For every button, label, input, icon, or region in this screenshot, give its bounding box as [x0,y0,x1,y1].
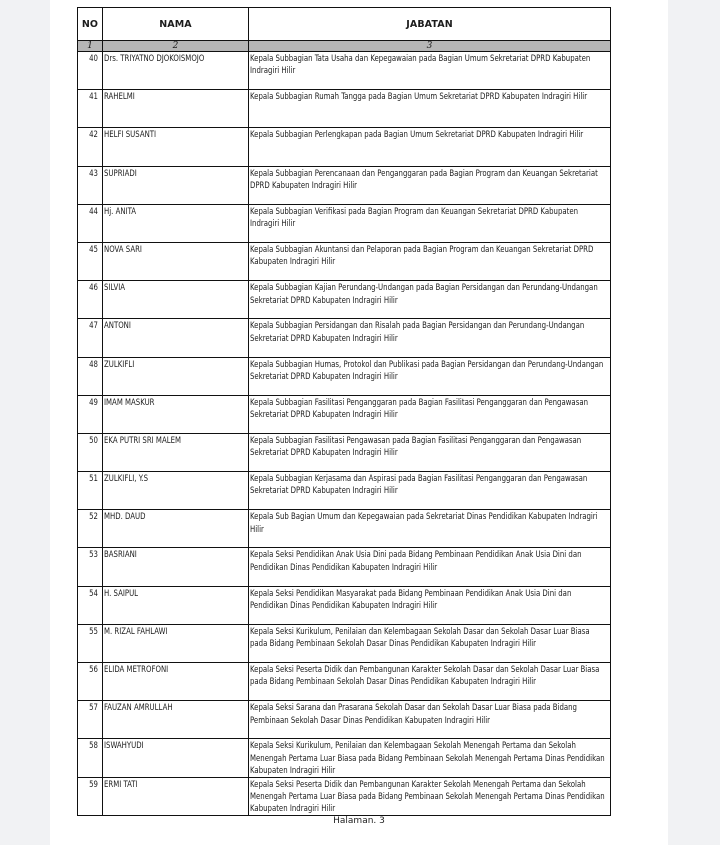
row-number-cell [78,663,103,701]
row-nama-cell [103,510,249,548]
row-number: 57 [89,703,98,714]
row-number-cell [78,281,103,319]
table-header-row [78,8,611,41]
row-number-cell [78,204,103,242]
row-number-cell [78,90,103,128]
row-jabatan: Kepala Seksi Kurikulum, Penilaian dan Kelembagaan Sekolah Dasar dan Sekolah Dasar Luar Biasa pada Bidang Pembinaan Sekolah Dasar Dinas Pendidikan Kabupaten Indragiri Hilir [250,626,590,650]
row-jabatan-cell [249,128,611,166]
column-number-row [78,41,611,52]
row-number-cell [78,624,103,662]
row-number-cell [78,701,103,739]
row-nama-cell [103,166,249,204]
row-number: 59 [89,779,98,790]
row-nama: SILVIA [104,283,126,294]
row-jabatan: Kepala Subbagian Humas, Protokol dan Publikasi pada Bagian Persidangan dan Perundang-Undangan Sekretariat DPRD Kabupaten Indragiri Hilir [250,359,604,382]
row-jabatan-cell [249,663,611,701]
row-jabatan-cell [249,166,611,204]
officials-table [77,7,611,816]
row-jabatan-cell [249,472,611,510]
header-jabatan: JABATAN [249,8,611,41]
row-number-cell [78,395,103,433]
row-jabatan: Kepala Subbagian Fasilitasi Pengawasan pada Bagian Fasilitasi Penganggaran dan Pengawasan Sekretariat DPRD Kabupaten Indragiri Hilir [250,435,582,459]
table-row [78,166,611,204]
row-number-cell [78,472,103,510]
table-row [78,281,611,319]
row-jabatan: Kepala Seksi Pendidikan Masyarakat pada Bidang Pembinaan Pendidikan Anak Usia Dini dan Pendidikan Dinas Pendidikan Kabupaten Indragiri Hilir [250,588,572,612]
table-row [78,204,611,242]
row-nama: ZULKIFLI [104,359,135,370]
page-number: Halaman. 3 [333,816,385,826]
row-number: 50 [89,435,98,446]
row-jabatan: Kepala Subbagian Tata Usaha dan Kepegawaian pada Bagian Umum Sekretariat DPRD Kabupaten Indragiri Hilir [250,54,591,77]
row-jabatan-cell [249,548,611,586]
row-nama: NOVA SARI [104,244,142,255]
row-jabatan-cell [249,739,611,777]
row-number: 56 [89,665,98,675]
row-nama: HELFI SUSANTI [104,130,157,141]
row-number-cell [78,777,103,815]
row-nama-cell [103,624,249,662]
row-nama-cell [103,472,249,510]
table-row [78,777,611,815]
table-row [78,357,611,395]
row-nama-cell [103,395,249,433]
row-nama: BASRIANI [104,550,137,561]
row-nama: IMAM MASKUR [104,397,155,408]
row-number-cell [78,319,103,357]
row-nama-cell [103,319,249,357]
row-nama-cell [103,586,249,624]
row-jabatan: Kepala Seksi Peserta Didik dan Pembangunan Karakter Sekolah Dasar dan Sekolah Dasar Luar Biasa pada Bidang Pembinaan Sekolah Dasar Dinas Pendidikan Kabupaten Indragiri Hilir [250,665,600,688]
row-nama: SUPRIADI [104,168,137,179]
row-number-cell [78,510,103,548]
row-number-cell [78,357,103,395]
row-jabatan: Kepala Seksi Kurikulum, Penilaian dan Kelembagaan Sekolah Menengah Pertama dan Sekolah Menengah Pertama Luar Biasa pada Bidang Pembinaan Sekolah Menengah Pertama Dinas Pendidikan Kabupaten Indragiri Hilir [250,741,605,777]
row-jabatan-cell [249,433,611,471]
row-number-cell [78,52,103,90]
table-row [78,739,611,777]
row-jabatan: Kepala Subbagian Perencanaan dan Penganggaran pada Bagian Program dan Keuangan Sekretariat DPRD Kabupaten Indragiri Hilir [250,168,598,191]
row-nama: ELIDA METROFONI [104,665,169,675]
row-number: 51 [89,474,98,485]
row-nama: EKA PUTRI SRI MALEM [104,435,181,446]
row-jabatan-cell [249,357,611,395]
row-jabatan: Kepala Seksi Sarana dan Prasarana Sekolah Dasar dan Sekolah Dasar Luar Biasa pada Bidang Pembinaan Sekolah Dasar Dinas Pendidikan Kabupaten Indragiri Hilir [250,703,577,726]
row-jabatan: Kepala Subbagian Perlengkapan pada Bagian Umum Sekretariat DPRD Kabupaten Indragiri Hilir [250,130,584,141]
row-number: 52 [89,512,98,523]
row-nama: ISWAHYUDI [104,741,144,752]
row-number: 55 [89,626,98,637]
row-jabatan: Kepala Seksi Pendidikan Anak Usia Dini pada Bidang Pembinaan Pendidikan Anak Usia Dini dan Pendidikan Dinas Pendidikan Kabupaten Indragiri Hilir [250,550,582,573]
row-nama-cell [103,128,249,166]
row-number: 42 [89,130,98,141]
table-row [78,395,611,433]
row-number-cell [78,586,103,624]
table-row [78,510,611,548]
row-jabatan-cell [249,319,611,357]
row-number-cell [78,242,103,280]
row-number: 44 [89,206,98,217]
row-nama-cell [103,90,249,128]
row-number-cell [78,548,103,586]
row-jabatan-cell [249,586,611,624]
row-number: 53 [89,550,98,561]
row-jabatan-cell [249,510,611,548]
row-number: 54 [89,588,98,599]
row-nama-cell [103,433,249,471]
row-number: 45 [89,244,98,255]
row-jabatan: Kepala Subbagian Verifikasi pada Bagian Program dan Keuangan Sekretariat DPRD Kabupaten Indragiri Hilir [250,206,579,230]
column-number-2: 2 [103,41,249,52]
row-jabatan-cell [249,701,611,739]
row-nama: Drs. TRIYATNO DJOKOISMOJO [104,54,205,64]
table-row [78,433,611,471]
row-number: 47 [89,321,98,332]
table-row [78,319,611,357]
row-jabatan-cell [249,777,611,815]
row-nama: Hj. ANITA [104,206,137,217]
row-jabatan: Kepala Seksi Peserta Didik dan Pembangunan Karakter Sekolah Menengah Pertama dan Sekolah Menengah Pertama Luar Biasa pada Bidang Pembinaan Sekolah Menengah Pertama Dinas Pendidikan Kabupaten Indragiri Hilir [250,779,605,815]
row-jabatan: Kepala Subbagian Kajian Perundang-Undangan pada Bagian Persidangan dan Perundang-Undangan Sekretariat DPRD Kabupaten Indragiri Hilir [250,283,598,306]
row-nama-cell [103,663,249,701]
row-nama-cell [103,242,249,280]
row-number-cell [78,739,103,777]
table-body [78,52,611,816]
row-jabatan-cell [249,624,611,662]
header-nama: NAMA [103,8,249,41]
row-jabatan: Kepala Subbagian Persidangan dan Risalah pada Bagian Persidangan dan Perundang-Undangan Sekretariat DPRD Kabupaten Indragiri Hilir [250,321,585,344]
table-row [78,663,611,701]
table-row [78,90,611,128]
row-nama: ANTONI [104,321,131,332]
column-number-1: 1 [78,41,103,52]
row-nama: H. SAIPUL [104,588,139,599]
row-jabatan: Kepala Subbagian Rumah Tangga pada Bagian Umum Sekretariat DPRD Kabupaten Indragiri Hilir [250,92,588,103]
row-jabatan-cell [249,52,611,90]
row-nama: MHD. DAUD [104,512,146,523]
table-row [78,52,611,90]
table-row [78,128,611,166]
row-jabatan: Kepala Subbagian Kerjasama dan Aspirasi pada Bagian Fasilitasi Penganggaran dan Pengawasan Sekretariat DPRD Kabupaten Indragiri Hilir [250,474,588,497]
row-jabatan-cell [249,395,611,433]
row-jabatan-cell [249,204,611,242]
row-nama-cell [103,739,249,777]
row-nama-cell [103,777,249,815]
row-number-cell [78,128,103,166]
row-nama-cell [103,701,249,739]
row-nama: ZULKIFLI, Y.S [104,474,149,485]
row-jabatan: Kepala Subbagian Akuntansi dan Pelaporan pada Bagian Program dan Keuangan Sekretariat DPRD Kabupaten Indragiri Hilir [250,244,594,268]
row-nama: RAHELMI [104,92,135,103]
row-jabatan: Kepala Subbagian Fasilitasi Penganggaran pada Bagian Fasilitasi Penganggaran dan Pengawasan Sekretariat DPRD Kabupaten Indragiri Hilir [250,397,589,421]
row-number: 49 [89,397,98,408]
column-number-3: 3 [249,41,611,52]
row-jabatan-cell [249,90,611,128]
row-number: 48 [89,359,98,370]
row-jabatan-cell [249,242,611,280]
table-row [78,586,611,624]
header-no: NO [78,8,103,41]
table-row [78,242,611,280]
row-nama: ERMI TATI [104,779,138,790]
row-number: 58 [89,741,98,752]
row-nama-cell [103,204,249,242]
row-number: 41 [89,92,98,103]
row-nama-cell [103,548,249,586]
table-row [78,548,611,586]
row-number-cell [78,433,103,471]
table-row [78,624,611,662]
row-nama-cell [103,357,249,395]
row-number: 40 [89,54,98,64]
row-number-cell [78,166,103,204]
row-number: 46 [89,283,98,294]
table-row [78,472,611,510]
table-row [78,701,611,739]
row-number: 43 [89,168,98,179]
row-nama: M. RIZAL FAHLAWI [104,626,168,637]
row-jabatan-cell [249,281,611,319]
row-nama-cell [103,52,249,90]
row-nama-cell [103,281,249,319]
row-jabatan: Kepala Sub Bagian Umum dan Kepegawaian pada Sekretariat Dinas Pendidikan Kabupaten Indragiri Hilir [250,512,598,535]
row-nama: FAUZAN AMRULLAH [104,703,173,714]
